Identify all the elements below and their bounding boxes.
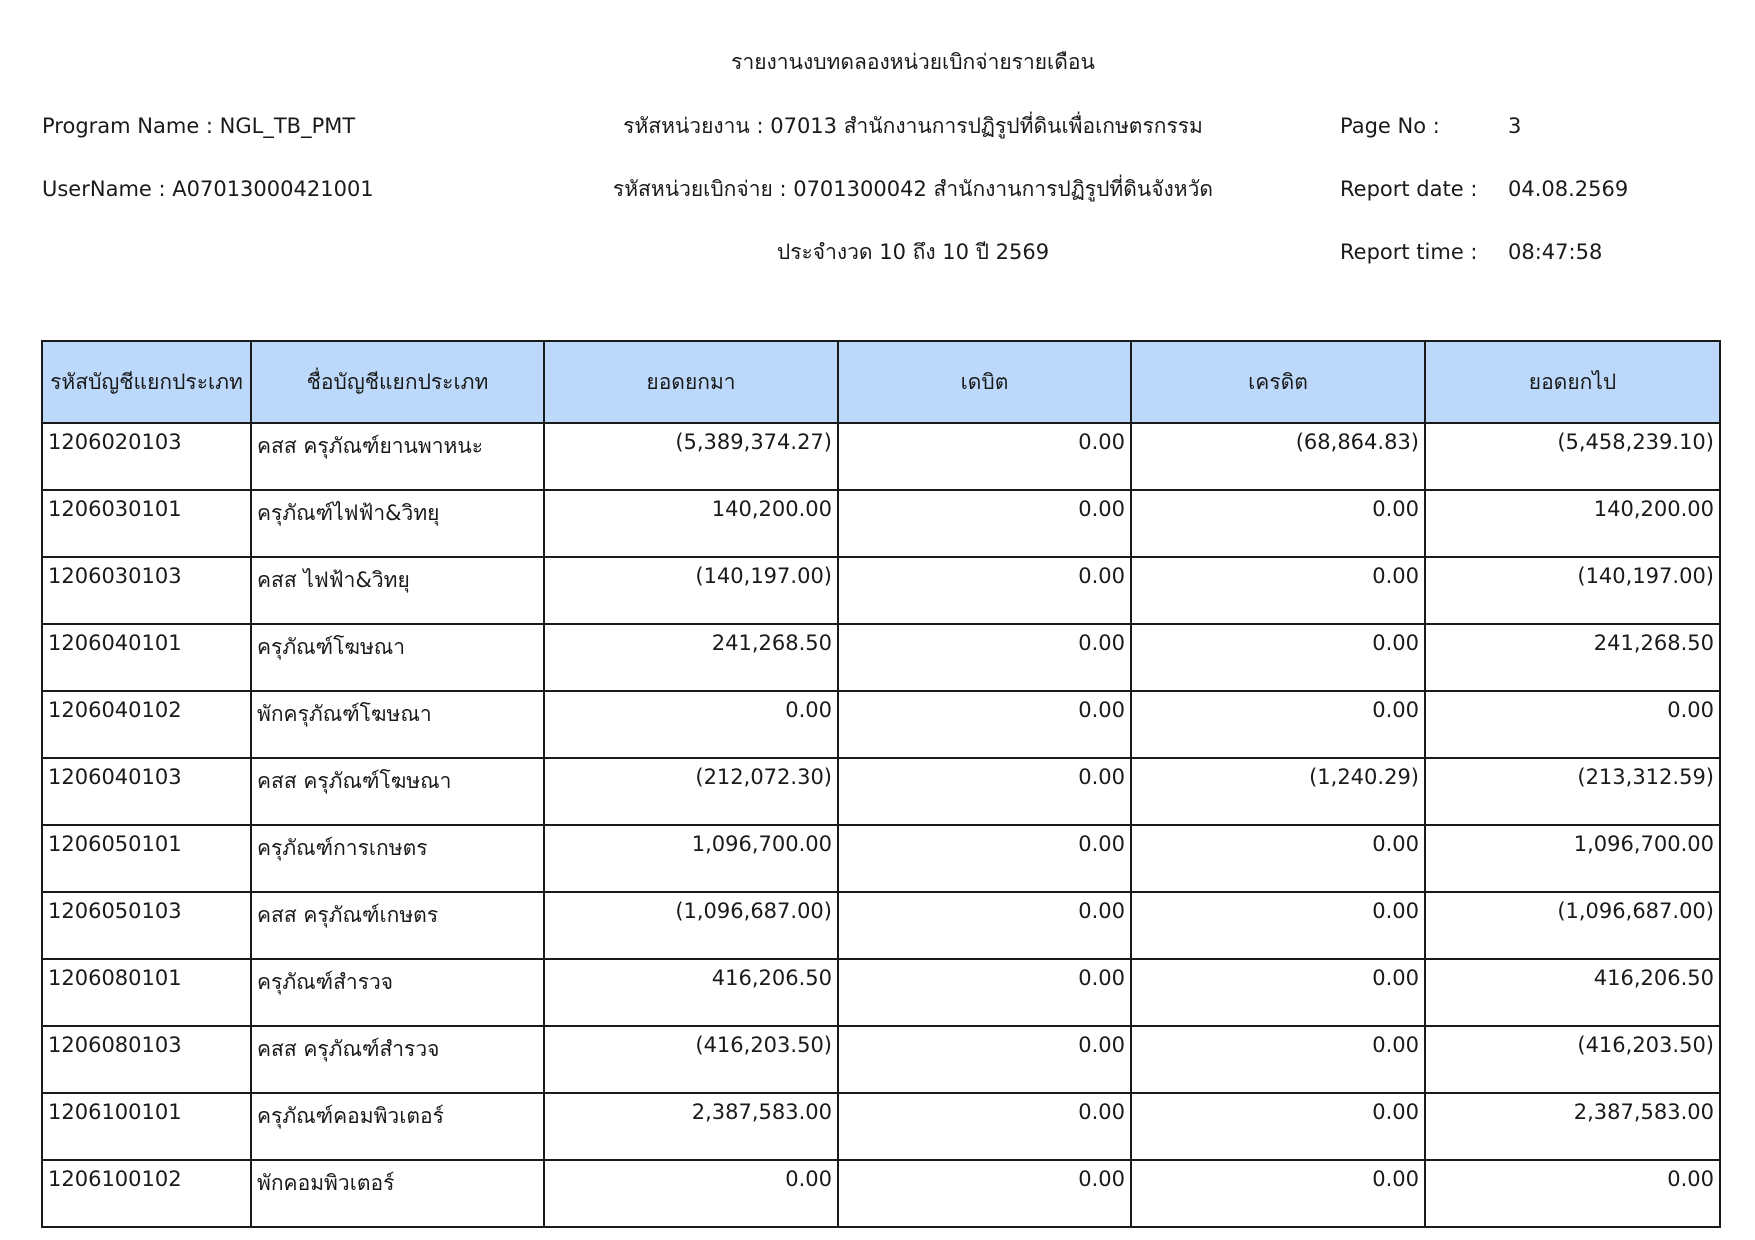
account-code-cell: 1206040102 [42,691,251,758]
table-row [42,1093,1720,1160]
account-code-cell: 1206050103 [42,892,251,959]
debit-cell: 0.00 [838,423,1131,490]
closing-balance-cell: 2,387,583.00 [1425,1093,1720,1160]
closing-balance-cell: 416,206.50 [1425,959,1720,1026]
table-row [42,557,1720,624]
closing-balance-cell: (1,096,687.00) [1425,892,1720,959]
account-name-cell: คสส ครุภัณฑ์สำรวจ [251,1026,544,1093]
account-name-cell: พักครุภัณฑ์โฆษณา [251,691,544,758]
account-code-cell: 1206080103 [42,1026,251,1093]
column-header-account-name: ชื่อบัญชีแยกประเภท [251,341,544,423]
program-name: Program Name : NGL_TB_PMT [42,114,356,138]
account-code-cell: 1206100102 [42,1160,251,1227]
account-code-cell: 1206030101 [42,490,251,557]
opening-balance-cell: 1,096,700.00 [544,825,838,892]
closing-balance-cell: (416,203.50) [1425,1026,1720,1093]
closing-balance-cell: 0.00 [1425,691,1720,758]
column-header-closing-balance: ยอดยกไป [1425,341,1720,423]
account-name-cell: ครุภัณฑ์ไฟฟ้า&วิทยุ [251,490,544,557]
opening-balance-cell: (416,203.50) [544,1026,838,1093]
agency-code: รหัสหน่วยงาน : 07013 สำนักงานการปฏิรูปที่ดินเพื่อเกษตรกรรม [623,114,1203,138]
debit-cell: 0.00 [838,892,1131,959]
account-name-cell: คสส ครุภัณฑ์โฆษณา [251,758,544,825]
closing-balance-cell: 241,268.50 [1425,624,1720,691]
report-time-value: 08:47:58 [1508,240,1603,264]
account-name-cell: คสส ครุภัณฑ์ยานพาหนะ [251,423,544,490]
closing-balance-cell: 1,096,700.00 [1425,825,1720,892]
debit-cell: 0.00 [838,1026,1131,1093]
credit-cell: 0.00 [1131,624,1425,691]
opening-balance-cell: 0.00 [544,1160,838,1227]
report-date-label: Report date : [1340,177,1478,201]
opening-balance-cell: 241,268.50 [544,624,838,691]
credit-cell: 0.00 [1131,557,1425,624]
account-code-cell: 1206040103 [42,758,251,825]
opening-balance-cell: 0.00 [544,691,838,758]
account-code-cell: 1206080101 [42,959,251,1026]
table-row [42,624,1720,691]
credit-cell: 0.00 [1131,1160,1425,1227]
credit-cell: (68,864.83) [1131,423,1425,490]
credit-cell: 0.00 [1131,490,1425,557]
table-row [42,1026,1720,1093]
opening-balance-cell: 416,206.50 [544,959,838,1026]
report-period: ประจำงวด 10 ถึง 10 ปี 2569 [776,240,1050,264]
debit-cell: 0.00 [838,959,1131,1026]
table-row [42,1160,1720,1227]
table-row [42,423,1720,490]
account-code-cell: 1206050101 [42,825,251,892]
debit-cell: 0.00 [838,1160,1131,1227]
closing-balance-cell: (5,458,239.10) [1425,423,1720,490]
account-name-cell: คสส ไฟฟ้า&วิทยุ [251,557,544,624]
table-row [42,691,1720,758]
report-time-label: Report time : [1340,240,1478,264]
account-name-cell: ครุภัณฑ์สำรวจ [251,959,544,1026]
opening-balance-cell: (212,072.30) [544,758,838,825]
opening-balance-cell: (1,096,687.00) [544,892,838,959]
debit-cell: 0.00 [838,758,1131,825]
column-header-debit: เดบิต [838,341,1131,423]
opening-balance-cell: (140,197.00) [544,557,838,624]
debit-cell: 0.00 [838,1093,1131,1160]
table-row [42,959,1720,1026]
closing-balance-cell: 140,200.00 [1425,490,1720,557]
page-no-value: 3 [1508,114,1522,138]
account-name-cell: ครุภัณฑ์คอมพิวเตอร์ [251,1093,544,1160]
table-row [42,892,1720,959]
debit-cell: 0.00 [838,557,1131,624]
trial-balance-table [41,340,1721,1228]
account-code-cell: 1206030103 [42,557,251,624]
credit-cell: 0.00 [1131,691,1425,758]
table-row [42,758,1720,825]
closing-balance-cell: 0.00 [1425,1160,1720,1227]
table-row [42,490,1720,557]
credit-cell: 0.00 [1131,1026,1425,1093]
credit-cell: 0.00 [1131,959,1425,1026]
table-header-row [42,341,1720,423]
debit-cell: 0.00 [838,624,1131,691]
column-header-account-code: รหัสบัญชีแยกประเภท [42,341,251,423]
report-title: รายงานงบทดลองหน่วยเบิกจ่ายรายเดือน [731,50,1095,74]
account-name-cell: พักคอมพิวเตอร์ [251,1160,544,1227]
closing-balance-cell: (140,197.00) [1425,557,1720,624]
account-name-cell: ครุภัณฑ์โฆษณา [251,624,544,691]
report-date-value: 04.08.2569 [1508,177,1629,201]
opening-balance-cell: 2,387,583.00 [544,1093,838,1160]
credit-cell: 0.00 [1131,1093,1425,1160]
account-code-cell: 1206040101 [42,624,251,691]
closing-balance-cell: (213,312.59) [1425,758,1720,825]
disbursement-unit: รหัสหน่วยเบิกจ่าย : 0701300042 สำนักงานการปฏิรูปที่ดินจังหวัด [612,177,1214,201]
table-body [42,423,1720,1227]
table-row [42,825,1720,892]
account-name-cell: คสส ครุภัณฑ์เกษตร [251,892,544,959]
debit-cell: 0.00 [838,691,1131,758]
page-no-label: Page No : [1340,114,1440,138]
account-name-cell: ครุภัณฑ์การเกษตร [251,825,544,892]
account-code-cell: 1206020103 [42,423,251,490]
debit-cell: 0.00 [838,490,1131,557]
credit-cell: 0.00 [1131,892,1425,959]
credit-cell: 0.00 [1131,825,1425,892]
credit-cell: (1,240.29) [1131,758,1425,825]
column-header-opening-balance: ยอดยกมา [544,341,838,423]
opening-balance-cell: 140,200.00 [544,490,838,557]
column-header-credit: เครดิต [1131,341,1425,423]
username: UserName : A07013000421001 [42,177,374,201]
opening-balance-cell: (5,389,374.27) [544,423,838,490]
account-code-cell: 1206100101 [42,1093,251,1160]
debit-cell: 0.00 [838,825,1131,892]
